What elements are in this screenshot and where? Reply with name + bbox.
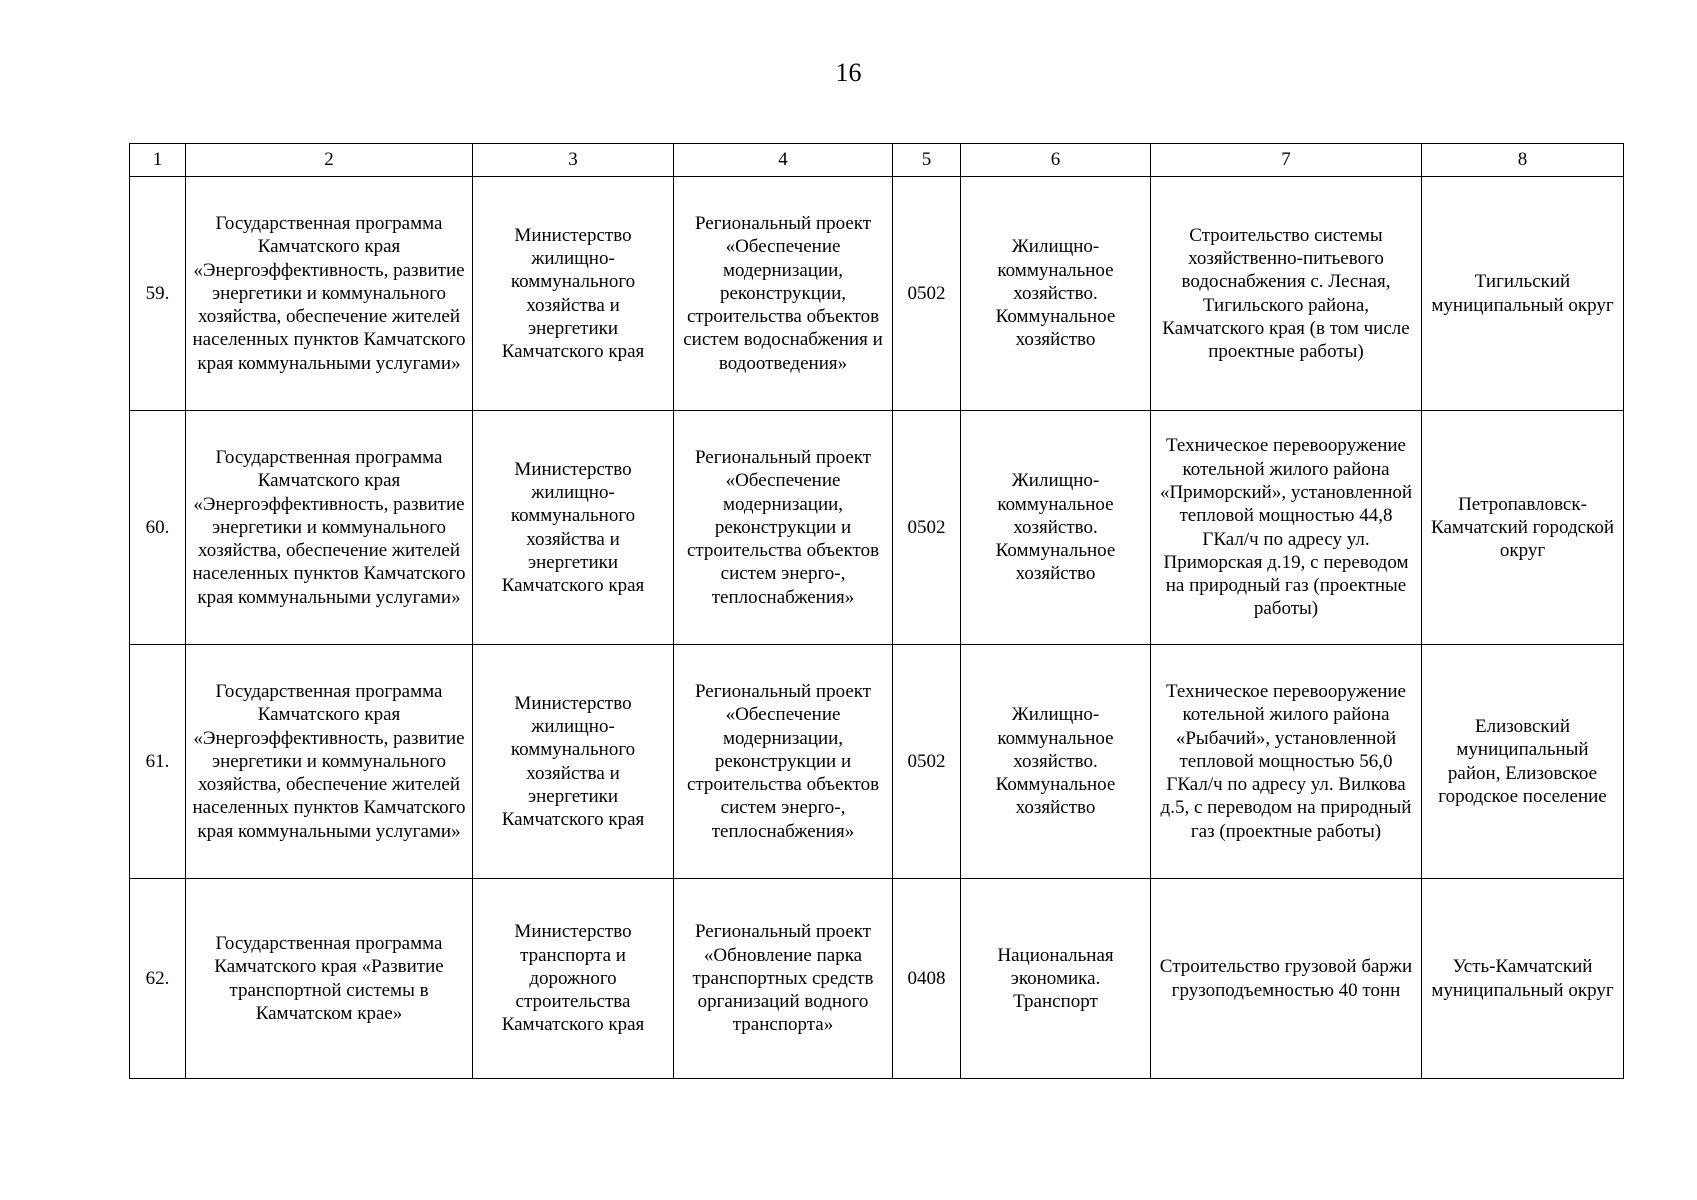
object-cell: Техническое перевооружение котельной жилого района «Рыбачий», установленной тепловой мощностью 56,0 ГКал/ч по адресу ул. Вилкова д.5, с переводом на природный газ (проектные работы) — [1151, 645, 1422, 879]
code-cell: 0502 — [893, 645, 961, 879]
table-row — [130, 879, 1624, 1079]
header-cell: 7 — [1151, 144, 1422, 177]
table-row — [130, 645, 1624, 879]
municipality-cell: Усть-Камчатский муниципальный округ — [1422, 879, 1624, 1079]
executor-cell: Министерство жилищно-коммунального хозяйства и энергетики Камчатского края — [473, 645, 674, 879]
code-cell: 0408 — [893, 879, 961, 1079]
code-cell: 0502 — [893, 411, 961, 645]
header-cell: 3 — [473, 144, 674, 177]
header-cell: 2 — [186, 144, 473, 177]
table-row — [130, 411, 1624, 645]
section-cell: Жилищно-коммунальное хозяйство. Коммунальное хозяйство — [961, 177, 1151, 411]
header-cell: 8 — [1422, 144, 1624, 177]
section-cell: Национальная экономика. Транспорт — [961, 879, 1151, 1079]
header-cell: 1 — [130, 144, 186, 177]
projects-table — [129, 143, 1624, 1079]
table-row — [130, 177, 1624, 411]
program-cell: Государственная программа Камчатского края «Развитие транспортной системы в Камчатском крае» — [186, 879, 473, 1079]
header-cell: 6 — [961, 144, 1151, 177]
object-cell: Техническое перевооружение котельной жилого района «Приморский», установленной тепловой мощностью 44,8 ГКал/ч по адресу ул. Приморская д.19, с переводом на природный газ (проектные работы) — [1151, 411, 1422, 645]
municipality-cell: Елизовский муниципальный район, Елизовское городское поселение — [1422, 645, 1624, 879]
page-number: 16 — [835, 58, 862, 87]
section-cell: Жилищно-коммунальное хозяйство. Коммунальное хозяйство — [961, 645, 1151, 879]
executor-cell: Министерство жилищно-коммунального хозяйства и энергетики Камчатского края — [473, 177, 674, 411]
project-cell: Региональный проект «Обновление парка транспортных средств организаций водного транспорта» — [674, 879, 893, 1079]
program-cell: Государственная программа Камчатского края «Энергоэффективность, развитие энергетики и коммунального хозяйства, обеспечение жителей населенных пунктов Камчатского края коммунальными услугами» — [186, 411, 473, 645]
row-number-cell: 59. — [130, 177, 186, 411]
row-number-cell: 61. — [130, 645, 186, 879]
project-cell: Региональный проект «Обеспечение модернизации, реконструкции и строительства объектов систем энерго-, теплоснабжения» — [674, 645, 893, 879]
executor-cell: Министерство жилищно-коммунального хозяйства и энергетики Камчатского края — [473, 411, 674, 645]
header-cell: 4 — [674, 144, 893, 177]
project-cell: Региональный проект «Обеспечение модернизации, реконструкции и строительства объектов систем энерго-, теплоснабжения» — [674, 411, 893, 645]
municipality-cell: Тигильский муниципальный округ — [1422, 177, 1624, 411]
object-cell: Строительство грузовой баржи грузоподъемностью 40 тонн — [1151, 879, 1422, 1079]
program-cell: Государственная программа Камчатского края «Энергоэффективность, развитие энергетики и коммунального хозяйства, обеспечение жителей населенных пунктов Камчатского края коммунальными услугами» — [186, 645, 473, 879]
project-cell: Региональный проект «Обеспечение модернизации, реконструкции, строительства объектов систем водоснабжения и водоотведения» — [674, 177, 893, 411]
program-cell: Государственная программа Камчатского края «Энергоэффективность, развитие энергетики и коммунального хозяйства, обеспечение жителей населенных пунктов Камчатского края коммунальными услугами» — [186, 177, 473, 411]
section-cell: Жилищно-коммунальное хозяйство. Коммунальное хозяйство — [961, 411, 1151, 645]
header-cell: 5 — [893, 144, 961, 177]
code-cell: 0502 — [893, 177, 961, 411]
row-number-cell: 62. — [130, 879, 186, 1079]
executor-cell: Министерство транспорта и дорожного строительства Камчатского края — [473, 879, 674, 1079]
municipality-cell: Петропавловск-Камчатский городской округ — [1422, 411, 1624, 645]
header-row — [130, 144, 1624, 177]
object-cell: Строительство системы хозяйственно-питьевого водоснабжения с. Лесная, Тигильского района, Камчатского края (в том числе проектные работы) — [1151, 177, 1422, 411]
row-number-cell: 60. — [130, 411, 186, 645]
